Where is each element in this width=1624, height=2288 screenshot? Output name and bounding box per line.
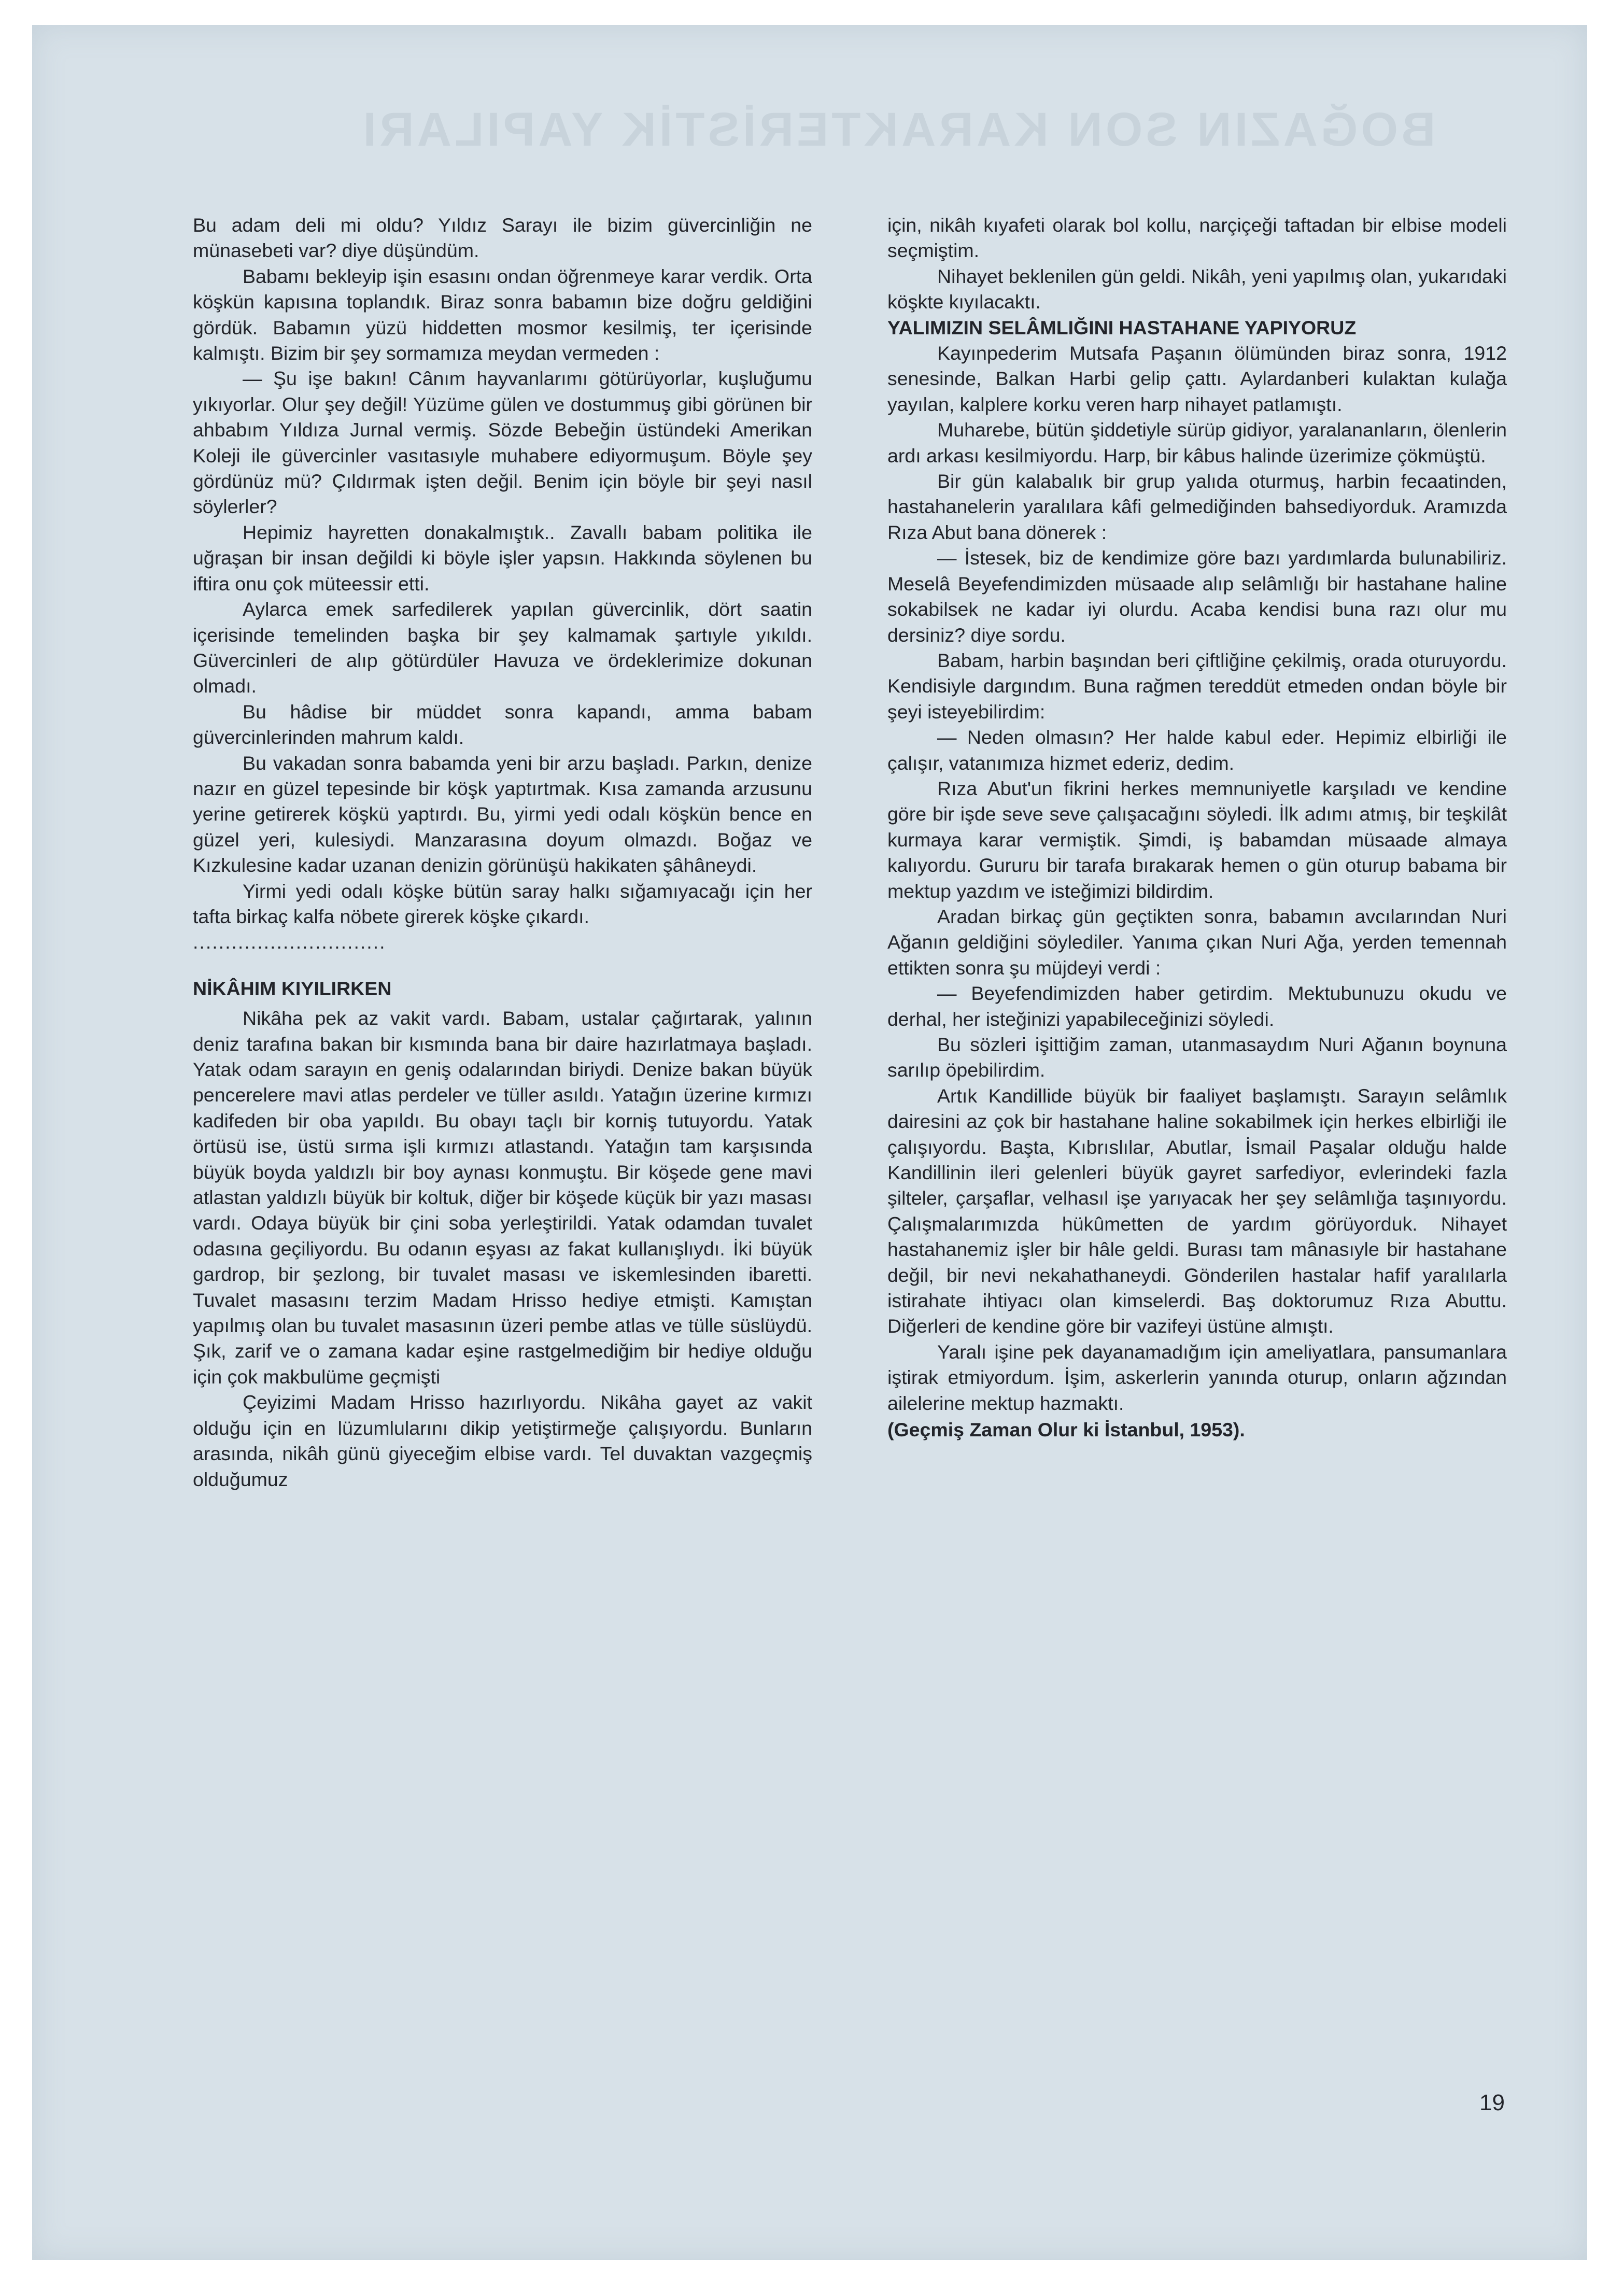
paragraph: Aradan birkaç gün geçtikten sonra, babamın avcılarından Nuri Ağanın geldiğini söylediler. Yanıma çıkan Nuri Ağa, yerden temennah ettikten sonra şu müjdeyi verdi : — [887, 905, 1507, 979]
paragraph: Artık Kandillide büyük bir faaliyet başlamıştı. Sarayın selâmlık dairesini az çok bir hastahane haline sokabilmek için herkes elbirliği ile çalışıyordu. Başta, Kıbrıslılar, Abutlar, İsmail Paşalar olduğu halde Kandillinin ileri gelenleri büyük gayret sarfediyor, evlerindeki fazla şilteler, çarşaflar, velhasıl işe yarıyacak her şey selâmlığa taşınıyordu. Çalışmalarımızda hükûmetten de yardım görüyorduk. Nihayet hastahanemiz işler bir hâle geldi. Burası tam mânasıyle bir hastahane değil, bir nevi nekahathaneydi. Gönderilen hastalar hafif yaralılarla istirahate ihtiyacı olan kimselerdi. Baş doktorumuz Rıza Abuttu. Diğerleri de kendine göre bir vazifeyi üstüne almıştı. — [887, 1084, 1507, 1337]
paragraph: Hepimiz hayretten donakalmıştık.. Zavallı babam politika ile uğraşan bir insan değildi ki böyle işler yapsın. Hakkında söylenen bu iftira onu çok müteessir etti. — [193, 521, 812, 595]
magazine-page — [32, 25, 1587, 2260]
show-through-heading: BOĞAZIN SON KARAKTERİSTİK YAPILARI — [360, 103, 1436, 156]
paragraph: Kayınpederim Mutsafa Paşanın ölümünden biraz sonra, 1912 senesinde, Balkan Harbi gelip çattı. Aylardanberi kulaktan kulağa yayılan, kalplere korku veren harp nihayet patlamıştı. — [887, 342, 1507, 415]
right-column — [887, 213, 1507, 1443]
paragraph: Nihayet beklenilen gün geldi. Nikâh, yeni yapılmış olan, yukarıdaki köşkte kıyılacaktı. — [887, 265, 1507, 313]
paragraph: — İstesek, biz de kendimize göre bazı yardımlarda bulunabiliriz. Meselâ Beyefendimizden müsaade alıp selâmlığı bir hastahane haline sokabilsek ne kadar iyi olurdu. Acaba kendisi buna razı olur mu dersiniz? diye sordu. — [887, 547, 1507, 646]
paragraph: Babam, harbin başından beri çiftliğine çekilmiş, orada oturuyordu. Kendisiyle dargındım. Buna rağmen tereddüt etmeden ondan böyle bir şeyi isteyebilirdim: — [887, 649, 1507, 723]
paragraph: Babamı bekleyip işin esasını ondan öğrenmeye karar verdik. Orta köşkün kapısına toplandık. Biraz sonra babamın bize doğru geldiğini gördük. Babamın yüzü hiddetten mosmor kesilmiş, ter içerisinde kalmıştı. Bizim bir şey sormamıza meydan vermeden : — [193, 265, 812, 364]
page-number: 19 — [1479, 2090, 1505, 2115]
paragraph: için, nikâh kıyafeti olarak bol kollu, narçiçeği taftadan bir elbise modeli seçmiştim. — [887, 214, 1507, 262]
paragraph: Nikâha pek az vakit vardı. Babam, ustalar çağırtarak, yalının deniz tarafına bakan bir kısmında bana bir daire hazırlatmaya başladı. Yatak odam sarayın en geniş odalarından biriydi. Denize bakan büyük pencerelere mavi atlas perdeler ve tüller asıldı. Yatağın üzerine kırmızı kadifeden bir oba yapıldı. Bu obayı taçlı bir korniş tutuyordu. Yatak örtüsü ise, üstü sırma işli kırmızı atlastandı. Yatağın tam karşısında büyük boyda yaldızlı bir boy aynası konmuştu. Bir köşede gene mavi atlastan yaldızlı büyük bir koltuk, diğer bir köşede küçük bir yazı masası vardı. Odaya büyük bir çini soba yerleştirildi. Yatak odamdan tuvalet odasına geçiliyordu. Bu odanın eşyası az fakat kullanışlıydı. İki büyük gardrop, bir şezlong, bir tuvalet masası ve iskemlesinden ibaretti. Tuvalet masasını terzim Madam Hrisso hediye etmişti. Kamıştan yapılmış olan bu tuvalet masasının üzeri pembe atlas ve tülle süslüydü. Şık, zarif ve o zamana kadar eşine rastgelmediğim bir hediye olduğu için çok makbulüme geçmişti — [193, 1007, 812, 1388]
paragraph: Muharebe, bütün şiddetiyle sürüp gidiyor, yaralananların, ölenlerin ardı arkası kesilmiyordu. Harp, bir kâbus halinde üzerimize çökmüştü. — [887, 419, 1507, 467]
paragraph: Yaralı işine pek dayanamadığım için ameliyatlara, pansumanlara iştirak etmiyordum. İşim, askerlerin yanında oturup, onların ağzından ailelerine mektup hazmaktı. — [887, 1340, 1507, 1414]
section-heading: NİKÂHIM KIYILIRKEN — [193, 977, 392, 999]
paragraph: Bir gün kalabalık bir grup yalıda oturmuş, harbin fecaatinden, hastahanelerin yaralılara kâfi gelmediğinden bahsediyorduk. Aramızda Rıza Abut bana dönerek : — [887, 470, 1507, 543]
paragraph: Bu hâdise bir müddet sonra kapandı, amma babam güvercinlerinden mahrum kaldı. — [193, 700, 812, 748]
paragraph: Çeyizimi Madam Hrisso hazırlıyordu. Nikâha gayet az vakit olduğu için en lüzumlularını dikip yetiştirmeğe çalışıyordu. Bunların arasında, nikâh günü giyeceğim elbise vardı. Tel duvaktan vazgeçmiş olduğumuz — [193, 1391, 812, 1490]
paragraph: — Beyefendimizden haber getirdim. Mektubunuzu okudu ve derhal, her isteğinizi yapabileceğinizi söyledi. — [887, 982, 1507, 1030]
paragraph: — Neden olmasın? Her halde kabul eder. Hepimiz elbirliği ile çalışır, vatanımıza hizmet ederiz, dedim. — [887, 726, 1507, 774]
left-column — [193, 213, 812, 1492]
paragraph: Bu sözleri işittiğim zaman, utanmasaydım Nuri Ağanın boynuna sarılıp öpebilirdim. — [887, 1034, 1507, 1081]
paragraph: Aylarca emek sarfedilerek yapılan güvercinlik, dört saatin içerisinde temelinden başka bir şey kalmamak şartıyle yıkıldı. Güvercinleri de alıp götürdüler Havuza ve ördeklerimize dokunan olmadı. — [193, 598, 812, 697]
paragraph: Bu adam deli mi oldu? Yıldız Sarayı ile bizim güvercinliğin ne münasebeti var? diye düşündüm. — [193, 214, 812, 262]
paragraph: Bu vakadan sonra babamda yeni bir arzu başladı. Parkın, denize nazır en güzel tepesinde bir köşk yaptırtmak. Kısa zamanda arzusunu yerine getirerek köşkü yaptırdı. Bu, yirmi yedi odalı köşkün bence en güzel yeri, kulesiydi. Manzarasına doyum olmazdı. Boğaz ve Kızkulesine kadar uzanan denizin görünüşü hakikaten şâhâneydi. — [193, 752, 812, 877]
source-citation: (Geçmiş Zaman Olur ki İstanbul, 1953). — [887, 1419, 1245, 1441]
section-heading: YALIMIZIN SELÂMLIĞINI HASTAHANE YAPIYORUZ — [887, 316, 1357, 338]
paragraph: — Şu işe bakın! Cânım hayvanlarımı götürüyorlar, kuşluğumu yıkıyorlar. Olur şey değil! Yüzüme gülen ve dostummuş gibi görünen bir ahbabım Yıldıza Jurnal vermiş. Sözde Bebeğin üstündeki Amerikan Koleji ile güvercinler vasıtasıyle muhabere ediyormuşum. Böyle şey gördünüz mü? Çıldırmak işten değil. Benim için böyle bir şeyi nasıl söylerler? — [193, 368, 812, 518]
paragraph: Rıza Abut'un fikrini herkes memnuniyetle karşıladı ve kendine göre bir işde seve seve çalışacağını söyledi. İlk adımı atmış, bir teşkilât kurmaya karar vermiştik. Şimdi, iş babamdan müsaade almaya kalıyordu. Gururu bir tarafa bırakarak hemen o gün oturup babama bir mektup yazdım ve isteğimizi bildirdim. — [887, 777, 1507, 902]
paragraph: Yirmi yedi odalı köşke bütün saray halkı sığamıyacağı için her tafta birkaç kalfa nöbete girerek köşke çıkardı. — [193, 880, 812, 927]
section-separator: .............................. — [193, 931, 386, 953]
